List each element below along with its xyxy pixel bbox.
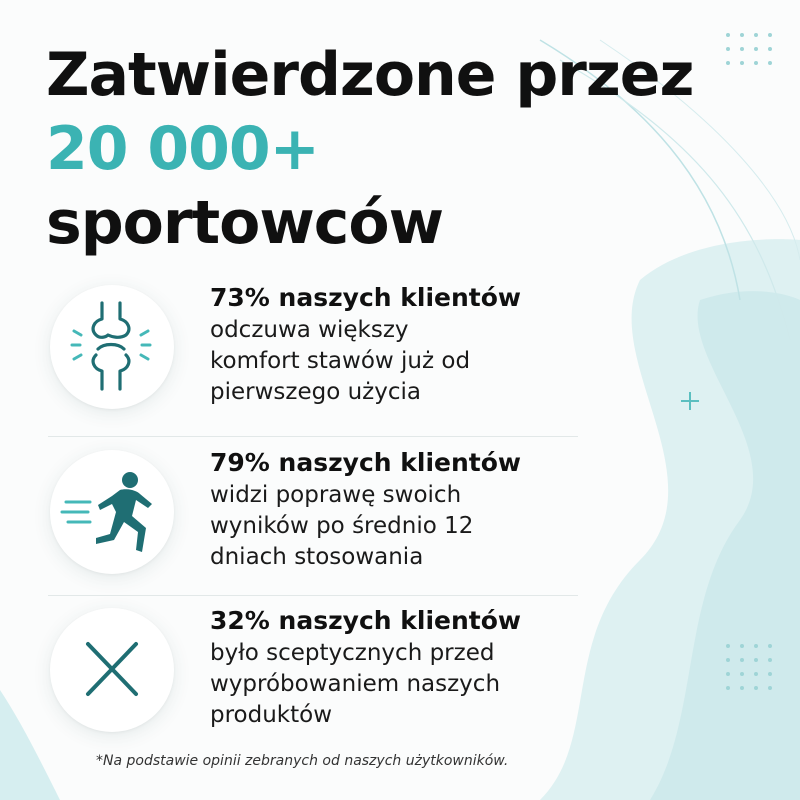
footnote: *Na podstawie opinii zebranych od naszych użytkowników. — [96, 753, 509, 769]
stat-heading: 32% naszych klientów — [210, 606, 521, 635]
dot-grid-top — [726, 33, 772, 65]
stat-description — [210, 638, 590, 731]
stat-description — [210, 480, 590, 573]
stat-item — [48, 285, 578, 435]
knee-joint-icon — [50, 285, 174, 409]
stat-heading: 73% naszych klientów — [210, 283, 521, 312]
stat-description-line: było sceptycznych przed — [210, 640, 495, 666]
stat-description-line: dniach stosowania — [210, 544, 424, 570]
stat-description-line: wyników po średnio 12 — [210, 513, 474, 539]
divider — [48, 595, 578, 596]
stat-item — [48, 608, 578, 758]
headline-line-1: Zatwierdzone przez — [46, 40, 694, 110]
headline-line-3: sportowców — [46, 188, 444, 258]
stat-description-line: produktów — [210, 702, 333, 728]
icon-circle — [50, 285, 174, 409]
stat-item — [48, 450, 578, 600]
headline-number: 20 000+ — [46, 114, 319, 184]
stat-description-line: pierwszego użycia — [210, 379, 421, 405]
runner-icon — [50, 450, 174, 574]
stat-heading: 79% naszych klientów — [210, 448, 521, 477]
headline — [46, 38, 693, 260]
stat-description — [210, 315, 590, 408]
stat-description-line: odczuwa większy — [210, 317, 409, 343]
divider — [48, 436, 578, 437]
stat-description-line: wypróbowaniem naszych — [210, 671, 501, 697]
icon-circle — [50, 608, 174, 732]
x-mark-icon — [50, 608, 174, 732]
stat-description-line: komfort stawów już od — [210, 348, 471, 374]
stat-description-line: widzi poprawę swoich — [210, 482, 462, 508]
icon-circle — [50, 450, 174, 574]
